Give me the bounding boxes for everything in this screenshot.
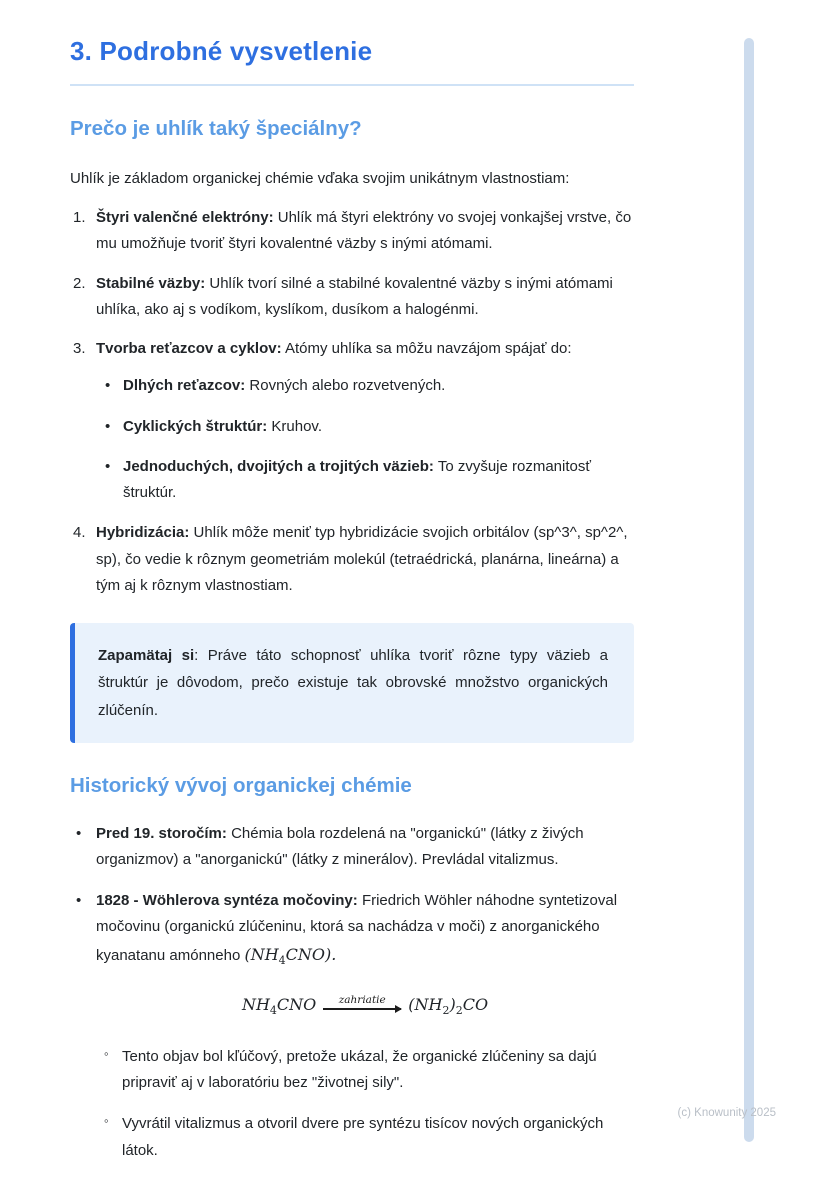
circle-bullet-marker: ◦ bbox=[104, 1045, 109, 1061]
item-text: Kruhov. bbox=[271, 417, 322, 435]
item-label: Cyklických štruktúr: bbox=[123, 417, 268, 435]
item-text: Rovných alebo rozvetvených. bbox=[249, 377, 446, 395]
document-content bbox=[70, 36, 634, 1179]
callout-label: Zapamätaj si bbox=[98, 647, 195, 665]
formula-part: CNO bbox=[276, 994, 317, 1014]
item-label: Jednoduchých, dvojitých a trojitých väzieb: bbox=[123, 457, 434, 475]
intro-paragraph: Uhlík je základom organickej chémie vďaka svojim unikátnym vlastnostiam: bbox=[70, 169, 570, 187]
bullet-marker: • bbox=[105, 457, 111, 475]
circle-bullet-marker: ◦ bbox=[104, 1113, 109, 1129]
list-item bbox=[96, 414, 634, 440]
callout-note bbox=[70, 623, 634, 743]
item-text: Tento objav bol kľúčový, pretože ukázal, že organické zlúčeniny sa dajú pripraviť aj v laboratóriu bez "životnej sily". bbox=[122, 1047, 597, 1092]
inline-formula bbox=[244, 944, 337, 967]
item-text: Vyvrátil vitalizmus a otvoril dvere pre syntézu tisícov nových organických látok. bbox=[122, 1115, 604, 1159]
item-text: To zvyšuje rozmanitosť štruktúr. bbox=[123, 457, 591, 502]
bullet-marker: • bbox=[76, 892, 82, 910]
bullet-marker: • bbox=[105, 377, 111, 395]
list-number: 1. bbox=[73, 209, 86, 227]
formula-lhs bbox=[241, 994, 317, 1018]
formula-part: ). bbox=[325, 944, 337, 964]
item-text: Friedrich Wöhler náhodne syntetizoval močovinu (organickú zlúčeninu, ktorá sa nachádza v moči) z anorganického kyanatanu amónneho bbox=[96, 892, 618, 964]
section-heading-carbon: Prečo je uhlík taký špeciálny? bbox=[70, 117, 362, 141]
item-label: Dlhých reťazcov: bbox=[123, 377, 246, 395]
formula-part: NH bbox=[250, 944, 279, 964]
arrow-label: zahriatie bbox=[338, 993, 386, 1006]
conclusion-bullet-list bbox=[70, 1044, 634, 1164]
formula-part: CNO bbox=[285, 944, 326, 964]
footer-credit: (c) Knowunity 2025 bbox=[677, 1107, 776, 1119]
reaction-equation bbox=[96, 993, 634, 1018]
formula-part: CO bbox=[462, 994, 489, 1014]
reaction-arrow bbox=[323, 995, 401, 1010]
list-item bbox=[70, 336, 634, 506]
formula-part: ) bbox=[449, 994, 456, 1014]
list-item bbox=[96, 454, 634, 507]
formula-subscript: 2 bbox=[455, 1004, 463, 1018]
list-item bbox=[70, 1111, 634, 1164]
scrollbar-thumb[interactable] bbox=[744, 38, 754, 1142]
list-number: 3. bbox=[73, 340, 86, 358]
list-item bbox=[70, 205, 634, 258]
item-label: Pred 19. storočím: bbox=[96, 824, 227, 842]
formula-rhs bbox=[408, 994, 489, 1018]
history-bullet-list bbox=[70, 821, 634, 969]
item-text: Uhlík tvorí silné a stabilné kovalentné väzby s inými atómami uhlíka, ako aj s vodíkom, kyslíkom, dusíkom a halogénmi. bbox=[96, 274, 613, 318]
item-text: Chémia bola rozdelená na "organickú" (látky z živých organizmov) a "anorganickú" (látky z minerálov). Prevládal vitalizmus. bbox=[96, 824, 584, 868]
item-label: 1828 - Wöhlerova syntéza močoviny: bbox=[96, 892, 358, 910]
title-divider bbox=[70, 84, 634, 86]
item-label: Štyri valenčné elektróny: bbox=[96, 209, 274, 227]
item-label: Stabilné väzby: bbox=[96, 274, 206, 292]
item-text: Uhlík môže meniť typ hybridizácie svojich orbitálov (sp^3^, sp^2^, sp), čo vedie k rôznym geometriám molekúl (tetraédrická, planárna, lineárna) a tým aj k rôznym vlastnostiam. bbox=[96, 524, 628, 594]
list-item bbox=[70, 271, 634, 324]
formula-part: ( bbox=[244, 944, 251, 964]
item-label: Hybridizácia: bbox=[96, 524, 190, 542]
numbered-list bbox=[70, 205, 634, 599]
callout-text bbox=[98, 642, 608, 724]
item-text: Atómy uhlíka sa môžu navzájom spájať do: bbox=[284, 340, 572, 358]
item-label: Tvorba reťazcov a cyklov: bbox=[96, 340, 282, 358]
list-item bbox=[70, 888, 634, 969]
formula-subscript: 2 bbox=[442, 1004, 450, 1018]
list-item bbox=[96, 373, 634, 399]
formula-part: NH bbox=[241, 994, 270, 1014]
list-number: 4. bbox=[73, 524, 86, 542]
bullet-marker: • bbox=[76, 824, 82, 842]
arrow-shaft-icon bbox=[323, 1008, 401, 1009]
item-text: Uhlík má štyri elektróny vo svojej vonkajšej vrstve, čo mu umožňuje tvoriť štyri kovalentné väzby s inými atómami. bbox=[96, 209, 632, 253]
formula-subscript: 4 bbox=[278, 953, 286, 967]
page-title: 3. Podrobné vysvetlenie bbox=[70, 36, 373, 66]
formula-subscript: 4 bbox=[269, 1004, 277, 1018]
bullet-marker: • bbox=[105, 417, 111, 435]
formula-part: (NH bbox=[408, 994, 443, 1014]
list-item bbox=[70, 520, 634, 599]
callout-body: : Práve táto schopnosť uhlíka tvoriť rôzne typy väzieb a štruktúr je dôvodom, prečo existuje tak obrovské množstvo organických zlúčenín. bbox=[98, 647, 608, 719]
list-item bbox=[70, 1044, 634, 1097]
list-item bbox=[70, 821, 634, 874]
list-number: 2. bbox=[73, 274, 86, 292]
section-heading-history: Historický vývoj organickej chémie bbox=[70, 773, 412, 797]
nested-bullet-list bbox=[96, 373, 634, 506]
